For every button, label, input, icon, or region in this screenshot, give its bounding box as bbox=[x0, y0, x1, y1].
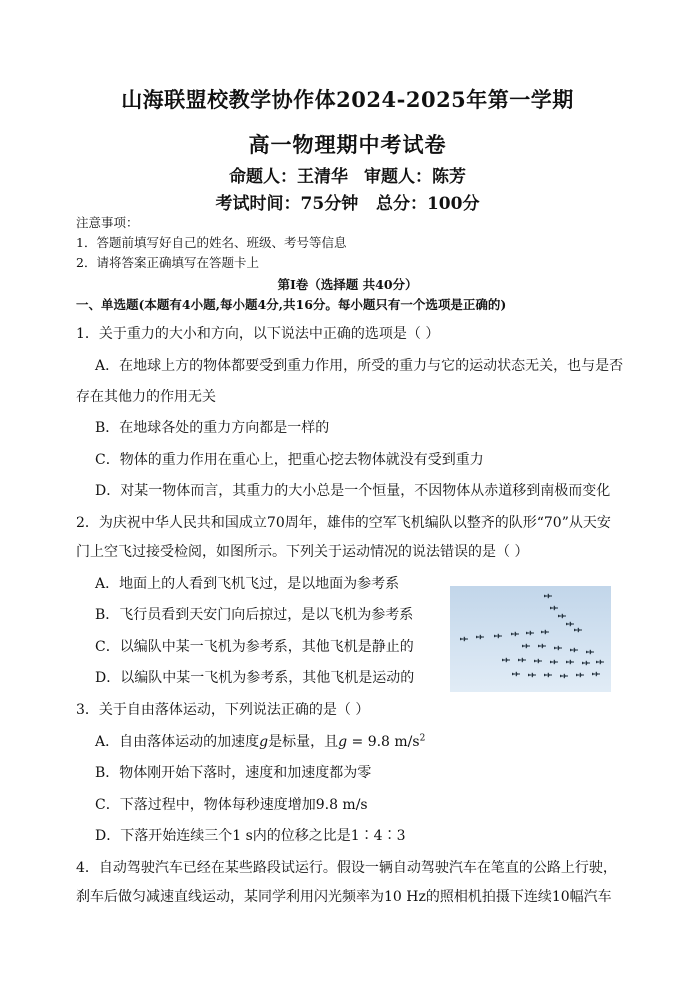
reviewer: 审题人：陈芳 bbox=[364, 167, 466, 187]
exam-authors bbox=[0, 162, 695, 187]
section-heading: 一、单选题(本题有4小题,每小题4分,共16分。每小题只有一个选项是正确的) bbox=[76, 297, 507, 312]
q2-option-c: C．以编队中某一飞机为参考系，其他飞机是静止的 bbox=[95, 639, 414, 655]
q3-stem: 3．关于自由落体运动，下列说法正确的是（ ） bbox=[76, 702, 370, 718]
q2-option-b: B．飞行员看到天安门向后掠过，是以飞机为参考系 bbox=[95, 607, 414, 623]
q1-option-a-cont: 存在其他力的作用无关 bbox=[76, 389, 216, 405]
q2-option-a: A．地面上的人看到飞机飞过，是以地面为参考系 bbox=[95, 576, 400, 592]
q3-a-exponent: 2 bbox=[419, 733, 426, 744]
note-item-1: 1．答题前填写好自己的姓名、班级、考号等信息 bbox=[76, 235, 347, 250]
q4-stem-line2: 刹车后做匀减速直线运动，某同学利用闪光频率为10 Hz的照相机拍摄下连续10幅汽车 bbox=[76, 889, 612, 905]
q1-option-b: B．在地球各处的重力方向都是一样的 bbox=[95, 420, 330, 436]
part1-title: 第Ⅰ卷（选择题 共40分） bbox=[277, 277, 418, 292]
q3-a-prefix: A．自由落体运动的加速度 bbox=[95, 734, 260, 750]
exam-subtitle: 高一物理期中考试卷 bbox=[248, 132, 447, 157]
q3-a-g-symbol: g bbox=[259, 734, 269, 750]
q2-stem-line2: 门上空飞过接受检阅，如图所示。下列关于运动情况的说法错误的是（ ） bbox=[76, 544, 529, 560]
notes-heading: 注意事项： bbox=[76, 215, 139, 230]
q3-a-mid: 是标量，且 bbox=[268, 734, 339, 750]
q4-stem-line1: 4．自动驾驶汽车已经在某些路段试运行。假设一辆自动驾驶汽车在笔直的公路上行驶， bbox=[76, 860, 617, 876]
q3-option-a bbox=[95, 731, 425, 751]
q3-a-g-symbol-2: g bbox=[338, 734, 348, 750]
q1-option-c: C．物体的重力作用在重心上，把重心挖去物体就没有受到重力 bbox=[95, 452, 484, 468]
q1-option-d: D．对某一物体而言，其重力的大小总是一个恒量，不因物体从赤道移到南极而变化 bbox=[95, 483, 611, 499]
formation-photo bbox=[450, 586, 611, 692]
exam-info: 考试时间：75分钟 总分：100分 bbox=[215, 194, 480, 214]
q3-option-d: D．下落开始连续三个1 s内的位移之比是1∶4∶3 bbox=[95, 828, 406, 844]
q2-option-d: D．以编队中某一飞机为参考系，其他飞机是运动的 bbox=[95, 670, 415, 686]
q3-a-equation: = 9.8 m/s bbox=[347, 734, 420, 750]
q2-stem-line1: 2．为庆祝中华人民共和国成立70周年，雄伟的空军飞机编队以整齐的队形“70”从天安 bbox=[76, 515, 611, 531]
q1-option-a: A．在地球上方的物体都要受到重力作用，所受的重力与它的运动状态无关，也与是否 bbox=[95, 358, 624, 374]
q3-option-b: B．物体刚开始下落时，速度和加速度都为零 bbox=[95, 765, 372, 781]
sky-background bbox=[450, 586, 611, 692]
setter: 命题人：王清华 bbox=[229, 167, 348, 187]
exam-title: 山海联盟校教学协作体2024-2025年第一学期 bbox=[121, 87, 574, 112]
note-item-2: 2．请将答案正确填写在答题卡上 bbox=[76, 255, 259, 270]
q3-option-c: C．下落过程中，物体每秒速度增加9.8 m/s bbox=[95, 797, 368, 813]
q1-stem: 1．关于重力的大小和方向，以下说法中正确的选项是（ ） bbox=[76, 326, 440, 342]
